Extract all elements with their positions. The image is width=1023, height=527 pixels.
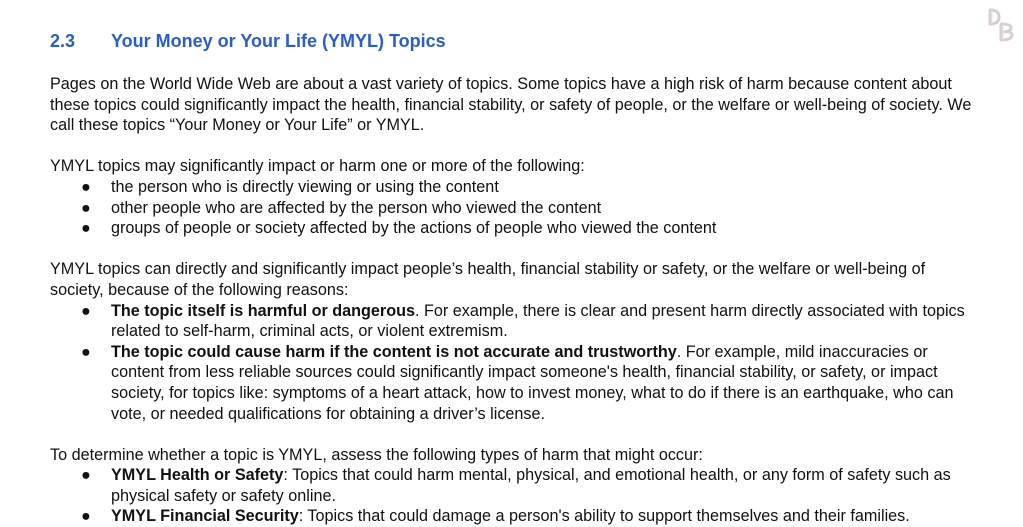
list-item: ● The topic itself is harmful or dangerous. For example, there is clear and present harm directly associated with topics related to self-harm, criminal acts, or violent extremism. bbox=[81, 301, 965, 341]
reasons-lead: YMYL topics can directly and significantly impact people’s health, financial stability or safety, or the welfare or well-being of society, because of the following reasons: bbox=[50, 260, 926, 299]
reason-title: The topic itself is harmful or dangerous bbox=[111, 301, 416, 320]
list-item: ● groups of people or society affected by the actions of people who viewed the content bbox=[81, 219, 717, 238]
impact-lead: YMYL topics may significantly impact or harm one or more of the following: bbox=[50, 157, 585, 176]
document-body bbox=[50, 28, 980, 527]
list-item: ● YMYL Financial Security: Topics that could damage a person's ability to support themselves and their families. bbox=[81, 507, 910, 526]
section-number: 2.3 bbox=[50, 31, 76, 51]
list-item: ● The topic could cause harm if the content is not accurate and trustworthy. For example, mild inaccuracies or content from less reliable sources could significantly impact someone's health, financial stability, or safety, or impact society, for topics like: symptoms of a heart attack, how to invest money, what to do if there is an earthquake, who can vote, or needed qualifications for obtaining a driver’s license. bbox=[81, 342, 954, 423]
harm-type-title: YMYL Financial Security bbox=[111, 507, 299, 526]
list-item: ● YMYL Health or Safety: Topics that could harm mental, physical, and emotional health, or any form of safety such as physical safety or safety online. bbox=[81, 466, 951, 505]
harm-types-lead: To determine whether a topic is YMYL, assess the following types of harm that might occur: bbox=[50, 445, 703, 464]
bullet-icon: ● bbox=[81, 219, 91, 238]
bullet-icon: ● bbox=[81, 507, 91, 526]
section-heading bbox=[50, 28, 980, 54]
impact-list bbox=[50, 177, 980, 239]
bullet-icon: ● bbox=[81, 301, 91, 320]
intro-paragraph: Pages on the World Wide Web are about a vast variety of topics. Some topics have a high risk of harm because content about these topics could significantly impact the health, financial stability, or safety of people, or the welfare or well-being of society. We call these topics “Your Money or Your Life” or YMYL. bbox=[50, 75, 972, 135]
harm-type-title: YMYL Health or Safety bbox=[111, 466, 284, 485]
reasons-list bbox=[50, 301, 980, 425]
bullet-icon: ● bbox=[81, 342, 91, 361]
db-monogram-icon bbox=[985, 4, 1019, 46]
bullet-icon: ● bbox=[81, 466, 91, 485]
list-item: ● other people who are affected by the person who viewed the content bbox=[81, 198, 602, 217]
harm-types-list bbox=[50, 465, 980, 527]
reason-title: The topic could cause harm if the content is not accurate and trustworthy bbox=[111, 342, 677, 361]
section-title: Your Money or Your Life (YMYL) Topics bbox=[111, 31, 446, 51]
bullet-icon: ● bbox=[81, 177, 91, 196]
list-item: ● the person who is directly viewing or using the content bbox=[81, 177, 499, 196]
bullet-icon: ● bbox=[81, 198, 91, 217]
